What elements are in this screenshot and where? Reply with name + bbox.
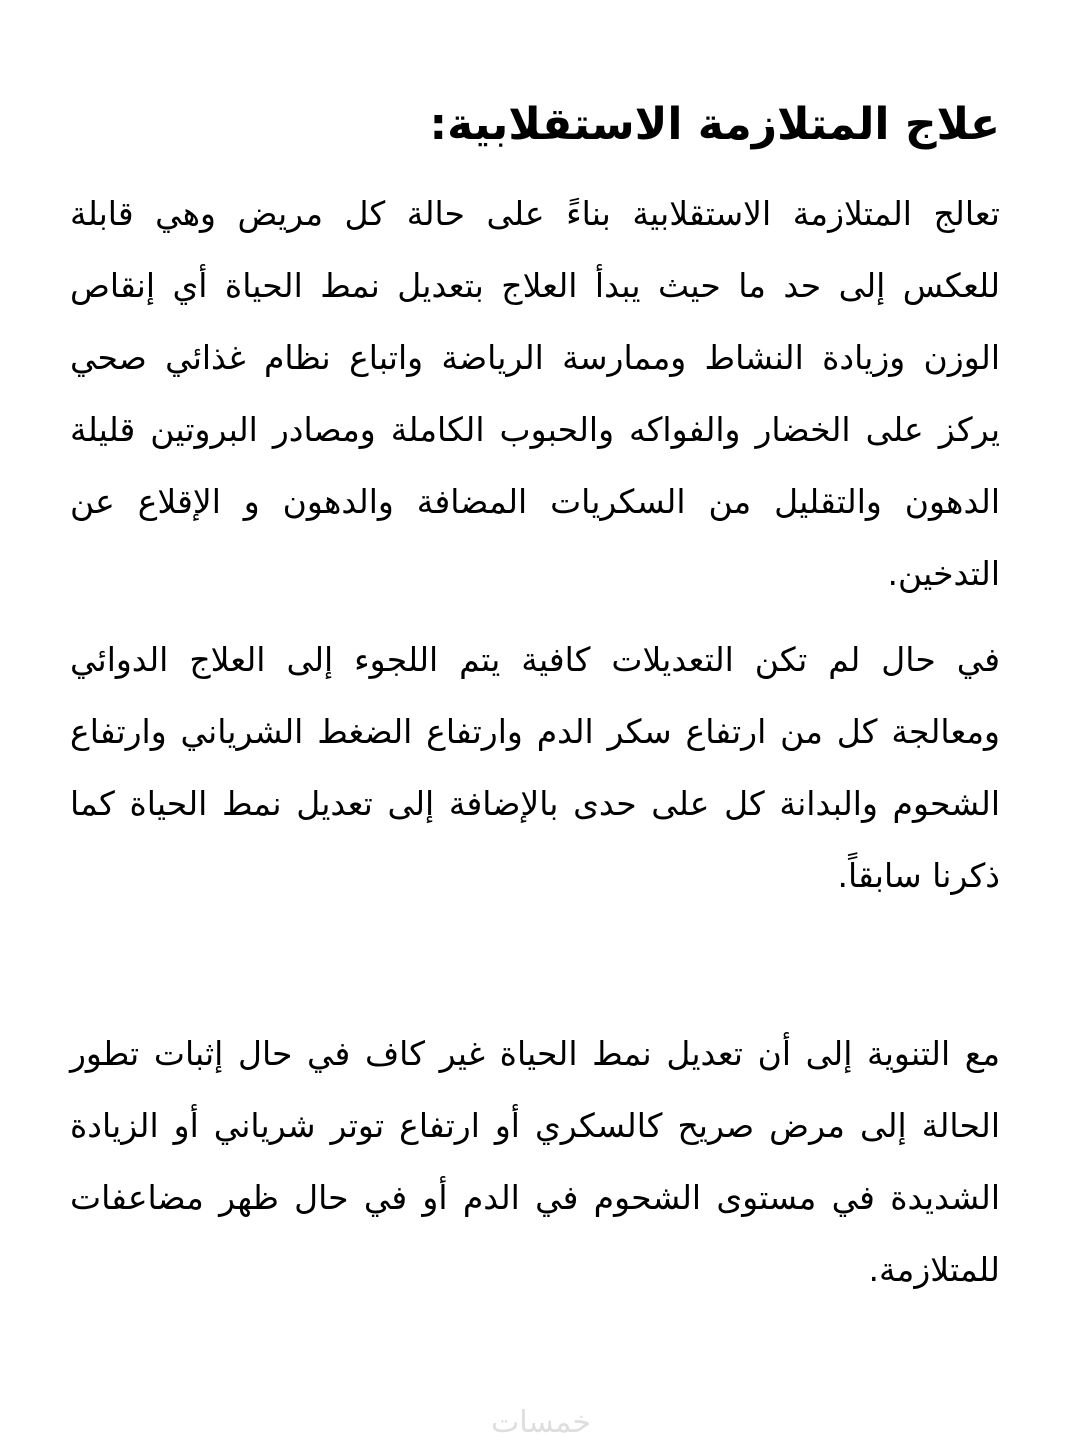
- paragraph-note: مع التنوية إلى أن تعديل نمط الحياة غير كاف في حال إثبات تطور الحالة إلى مرض صريح كالسكري أو ارتفاع توتر شرياني أو الزيادة الشديدة في مستوى الشحوم في الدم أو في حال ظهر مضاعفات للمتلازمة.: [70, 1034, 1000, 1289]
- document-title: علاج المتلازمة الاستقلابية:: [429, 99, 1000, 150]
- paragraph-drug-treatment: في حال لم تكن التعديلات كافية يتم اللجوء إلى العلاج الدوائي ومعالجة كل من ارتفاع سكر الدم وارتفاع الضغط الشرياني وارتفاع الشحوم والبدانة كل على حدى بالإضافة إلى تعديل نمط الحياة كما ذكرنا سابقاً.: [70, 640, 1000, 895]
- paragraph-lifestyle-treatment: تعالج المتلازمة الاستقلابية بناءً على حالة كل مريض وهي قابلة للعكس إلى حد ما حيث يبدأ العلاج بتعديل نمط الحياة أي إنقاص الوزن وزيادة النشاط وممارسة الرياضة واتباع نظام غذائي صحي يركز على الخضار والفواكه والحبوب الكاملة ومصادر البروتين قليلة الدهون والتقليل من السكريات المضافة والدهون و الإقلاع عن التدخين.: [70, 194, 1000, 593]
- watermark-logo: خمسات: [490, 1405, 592, 1440]
